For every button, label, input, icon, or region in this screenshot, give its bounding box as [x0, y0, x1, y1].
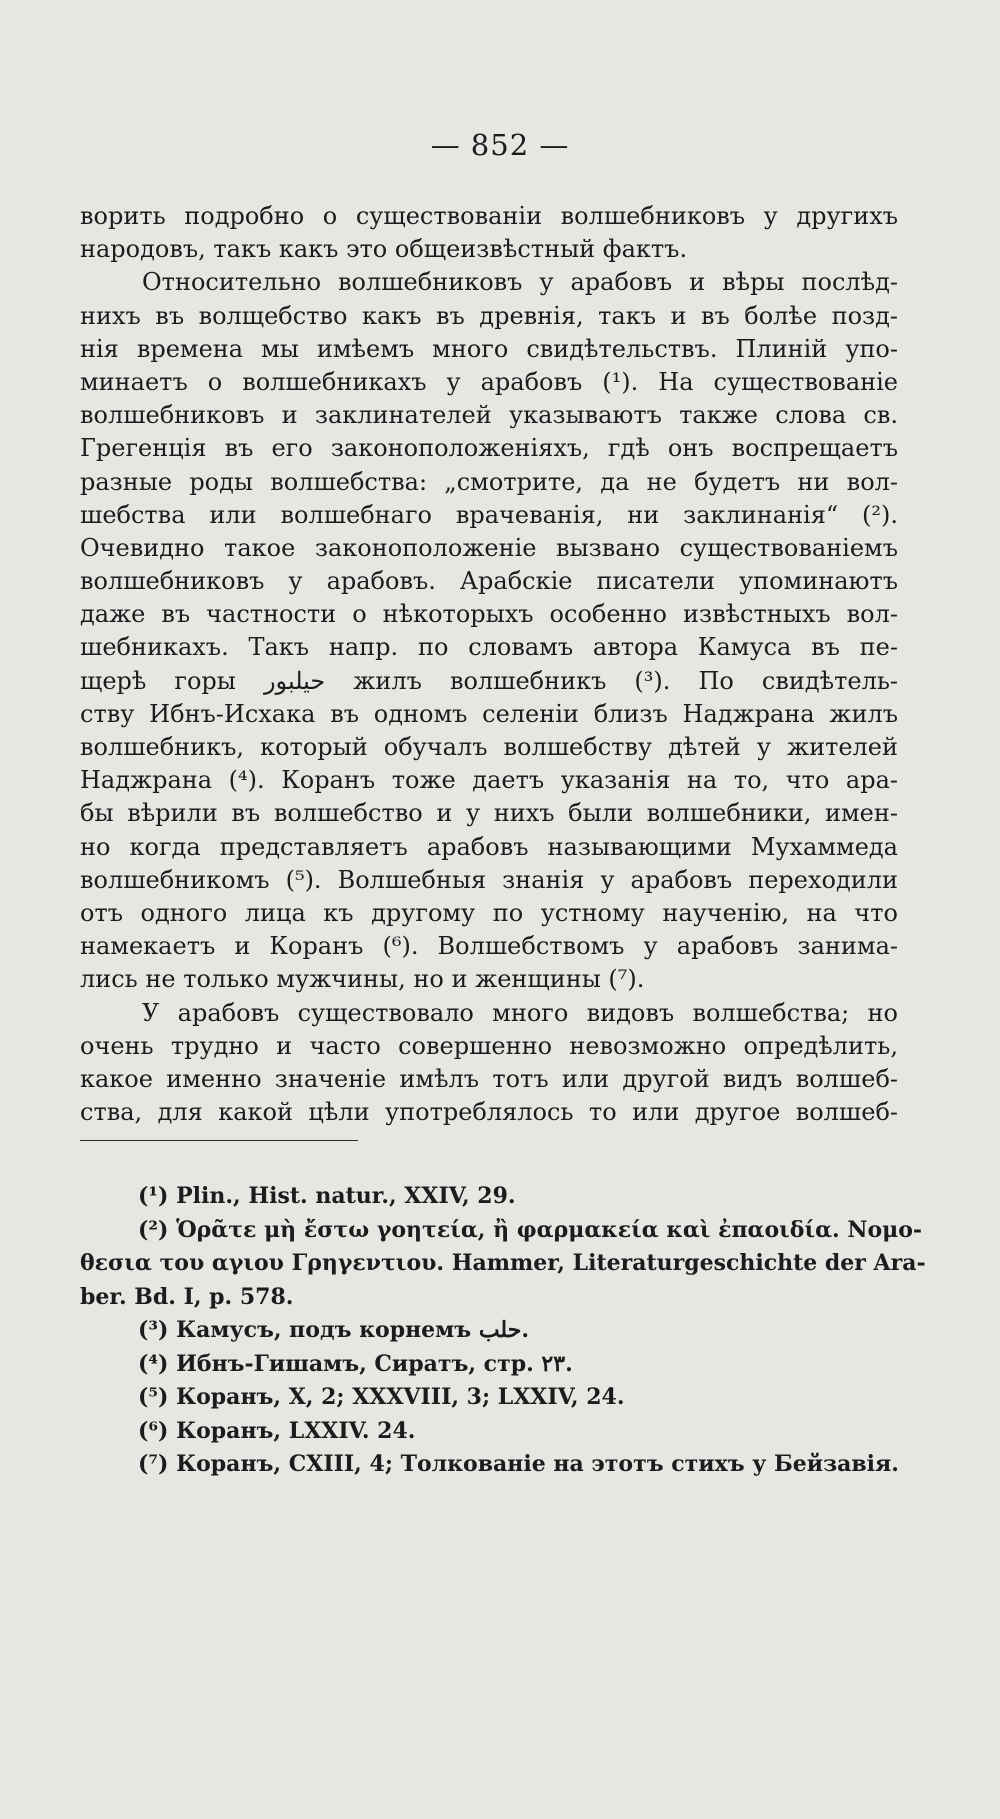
text-line: минаетъ о волшебникахъ у арабовъ (¹). На существованіе [80, 367, 898, 396]
text-line: щерѣ горы حيلبور жилъ волшебникъ (³). По свидѣтель- [80, 666, 899, 695]
footnote-line: (⁶) Коранъ, LXXIV. 24. [138, 1417, 416, 1444]
text-line: разные роды волшебства: „смотрите, да не будетъ ни вол- [80, 467, 898, 496]
body-text [80, 200, 898, 1129]
text-line: нихъ въ волщебство какъ въ древнія, такъ и въ болѣе позд- [80, 301, 898, 330]
footnote-line: (³) Камусъ, подъ корнемъ حلب. [138, 1317, 529, 1343]
text-line: волшебниковъ и заклинателей указываютъ также слова св. [80, 401, 898, 430]
text-line: ству Ибнъ-Исхака въ одномъ селеніи близъ Наджрана жилъ [80, 699, 898, 728]
text-line: ства, для какой цѣли употреблялось то или другое волшеб- [80, 1098, 898, 1127]
text-line: но когда представляетъ арабовъ называющими Мухаммеда [80, 832, 898, 861]
text-line: шебства или волшебнаго врачеванія, ни заклинанія“ (²). [80, 500, 898, 529]
text-line: У арабовъ существовало много видовъ волшебства; но [142, 998, 898, 1027]
text-line: нія времена мы имѣемъ много свидѣтельствъ. Плиній упо- [80, 334, 898, 363]
text-line: намекаетъ и Коранъ (⁶). Волшебствомъ у арабовъ занима- [80, 932, 898, 961]
text-line: отъ одного лица къ другому по устному наученію, на что [80, 898, 898, 927]
text-line: волшебникомъ (⁵). Волшебныя знанія у арабовъ переходили [80, 865, 898, 894]
page-number: — 852 — [430, 128, 570, 162]
text-line: лись не только мужчины, но и женщины (⁷). [80, 965, 645, 994]
text-line: Относительно волшебниковъ у арабовъ и вѣры послѣд- [142, 268, 898, 297]
footnote-line: (⁷) Коранъ, CXIII, 4; Толкованіе на этотъ стихъ у Бейзавія. [138, 1451, 899, 1477]
text-line: очень трудно и часто совершенно невозможно опредѣлить, [80, 1031, 898, 1060]
text-line: волшебникъ, который обучалъ волшебству дѣтей у жителей [80, 733, 898, 761]
footnote-line: (²) Ὁρᾶτε μὴ ἔστω γοητεία, ἢ φαρμακεία καὶ ἐπαοιδία. Νομο- [138, 1216, 923, 1243]
text-line: даже въ частности о нѣкоторыхъ особенно извѣстныхъ вол- [80, 600, 898, 629]
text-line: какое именно значеніе имѣлъ тотъ или другой видъ волшеб- [80, 1064, 898, 1093]
text-line: ворить подробно о существованіи волшебниковъ у другихъ [80, 202, 898, 230]
text-line: волшебниковъ у арабовъ. Арабскіе писатели упоминаютъ [80, 567, 898, 596]
text-line: бы вѣрили въ волшебство и у нихъ были волшебники, имен- [80, 799, 898, 828]
text-line: Очевидно такое законоположеніе вызвано существованіемъ [80, 533, 898, 562]
footnote-line: (¹) Plin., Hist. natur., XXIV, 29. [138, 1183, 516, 1209]
text-line: Наджрана (⁴). Коранъ тоже даетъ указанія на то, что ара- [80, 766, 898, 795]
text-line: Грегенція въ его законоположеніяхъ, гдѣ онъ воспрещаетъ [80, 434, 898, 463]
footnote-line: (⁵) Коранъ, X, 2; XXXVIII, 3; LXXIV, 24. [138, 1384, 625, 1410]
text-line: народовъ, такъ какъ это общеизвѣстный фактъ. [80, 235, 688, 264]
footnote-line: (⁴) Ибнъ-Гишамъ, Сиратъ, стр. ٢٣. [138, 1350, 573, 1377]
footnote-divider [80, 1140, 358, 1141]
footnote-line: θεσια του αγιου Γρηγεντιου. Hammer, Literaturgeschichte der Ara- [80, 1250, 926, 1276]
footnote-line: ber. Bd. I, p. 578. [80, 1283, 294, 1310]
text-line: шебникахъ. Такъ напр. по словамъ автора Камуса въ пе- [80, 633, 898, 662]
footnotes [80, 1180, 926, 1482]
